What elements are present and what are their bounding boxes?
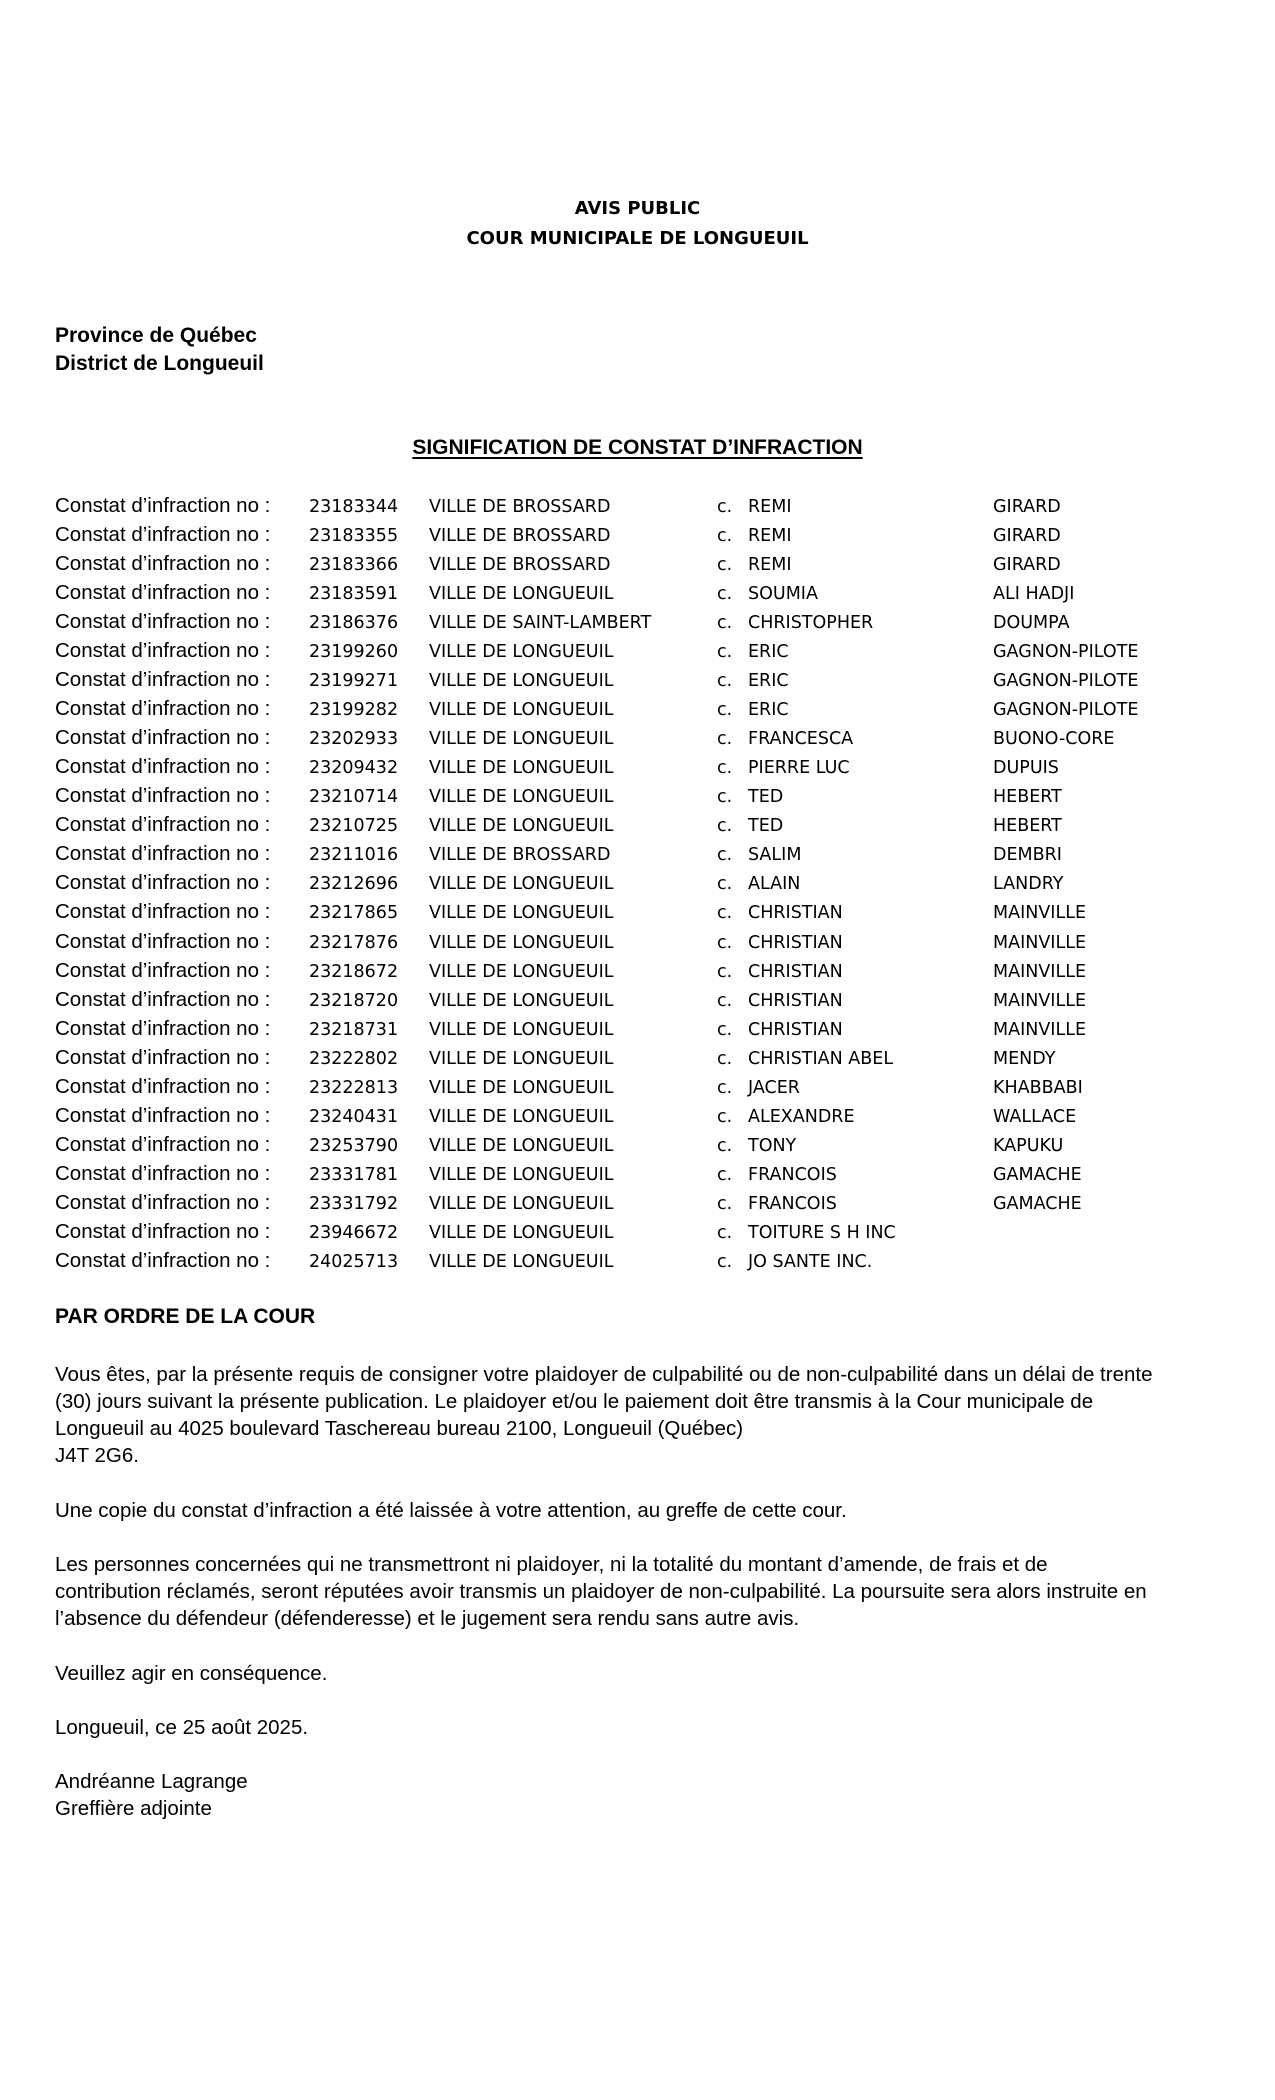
order-heading: PAR ORDRE DE LA COUR [55,1305,316,1328]
defendant-first-name: JACER [748,1078,800,1098]
infraction-number: 23199282 [309,700,399,720]
infraction-row [0,1249,1275,1278]
prosecuting-city: VILLE DE LONGUEUIL [429,1049,614,1069]
defendant-first-name: CHRISTIAN ABEL [748,1049,894,1069]
prosecuting-city: VILLE DE LONGUEUIL [429,787,614,807]
defendant-first-name: TED [748,816,784,836]
paragraph-line: (30) jours suivant la présente publication. Le plaidoyer et/ou le paiement doit être transmis à la Cour municipale de [55,1390,1094,1413]
infraction-row [0,1017,1275,1046]
defendant-last-name: GIRARD [993,497,1061,517]
prosecuting-city: VILLE DE LONGUEUIL [429,1136,614,1156]
infraction-label: Constat d’infraction no : [55,930,271,953]
infraction-row [0,639,1275,668]
notice-title: AVIS PUBLIC [574,198,701,219]
defendant-first-name: CHRISTIAN [748,933,843,953]
infraction-row [0,988,1275,1017]
defendant-last-name: GAGNON-PILOTE [993,671,1139,691]
paragraph-consequences [55,1551,1225,1632]
defendant-last-name: MAINVILLE [993,962,1087,982]
defendant-first-name: SOUMIA [748,584,818,604]
infraction-number: 23212696 [309,874,399,894]
infraction-number: 23331781 [309,1165,399,1185]
defendant-last-name: DUPUIS [993,758,1059,778]
defendant-first-name: REMI [748,526,792,546]
versus-marker: c. [717,962,733,982]
infraction-label: Constat d’infraction no : [55,1162,271,1185]
infraction-label: Constat d’infraction no : [55,523,271,546]
infraction-row [0,581,1275,610]
defendant-first-name: SALIM [748,845,802,865]
signatory-role: Greffière adjointe [55,1797,212,1820]
prosecuting-city: VILLE DE LONGUEUIL [429,1252,614,1272]
defendant-last-name: MAINVILLE [993,933,1087,953]
infraction-label: Constat d’infraction no : [55,668,271,691]
versus-marker: c. [717,642,733,662]
versus-marker: c. [717,1049,733,1069]
versus-marker: c. [717,555,733,575]
infraction-label: Constat d’infraction no : [55,813,271,836]
infraction-row [0,523,1275,552]
prosecuting-city: VILLE DE LONGUEUIL [429,1107,614,1127]
infraction-row [0,930,1275,959]
versus-marker: c. [717,1223,733,1243]
infraction-label: Constat d’infraction no : [55,784,271,807]
versus-marker: c. [717,584,733,604]
paragraph-line: l’absence du défendeur (défenderesse) et le jugement sera rendu sans autre avis. [55,1607,800,1630]
paragraph-line: Vous êtes, par la présente requis de consigner votre plaidoyer de culpabilité ou de non-culpabilité dans un délai de trente [55,1363,1153,1386]
versus-marker: c. [717,787,733,807]
versus-marker: c. [717,1194,733,1214]
prosecuting-city: VILLE DE BROSSARD [429,526,611,546]
paragraph-line: Longueuil, ce 25 août 2025. [55,1716,309,1739]
defendant-first-name: ERIC [748,671,789,691]
infraction-row [0,900,1275,929]
infraction-label: Constat d’infraction no : [55,755,271,778]
versus-marker: c. [717,497,733,517]
versus-marker: c. [717,874,733,894]
defendant-first-name: PIERRE LUC [748,758,850,778]
defendant-last-name: GAMACHE [993,1165,1082,1185]
infraction-row [0,1162,1275,1191]
versus-marker: c. [717,1107,733,1127]
infraction-number: 23209432 [309,758,399,778]
infraction-row [0,871,1275,900]
versus-marker: c. [717,1078,733,1098]
infraction-number: 23183591 [309,584,399,604]
prosecuting-city: VILLE DE BROSSARD [429,845,611,865]
infraction-row [0,1191,1275,1220]
infraction-number: 23222813 [309,1078,399,1098]
defendant-last-name: KHABBABI [993,1078,1083,1098]
infraction-row [0,726,1275,755]
infraction-number: 23183366 [309,555,399,575]
signatory-name: Andréanne Lagrange [55,1770,248,1793]
paragraph-plea-instructions [55,1361,1225,1469]
prosecuting-city: VILLE DE LONGUEUIL [429,962,614,982]
infraction-row [0,1220,1275,1249]
prosecuting-city: VILLE DE LONGUEUIL [429,816,614,836]
defendant-first-name: TOITURE S H INC [748,1223,896,1243]
infraction-number: 24025713 [309,1252,399,1272]
infraction-label: Constat d’infraction no : [55,900,271,923]
versus-marker: c. [717,700,733,720]
defendant-first-name: ERIC [748,700,789,720]
paragraph-line: Veuillez agir en conséquence. [55,1662,328,1685]
infraction-label: Constat d’infraction no : [55,552,271,575]
prosecuting-city: VILLE DE LONGUEUIL [429,991,614,1011]
prosecuting-city: VILLE DE LONGUEUIL [429,642,614,662]
infraction-label: Constat d’infraction no : [55,1075,271,1098]
prosecuting-city: VILLE DE LONGUEUIL [429,584,614,604]
infraction-label: Constat d’infraction no : [55,1104,271,1127]
province-line: Province de Québec [55,324,257,347]
defendant-first-name: CHRISTIAN [748,1020,843,1040]
infraction-number: 23217865 [309,903,399,923]
infraction-row [0,697,1275,726]
defendant-first-name: FRANCOIS [748,1165,837,1185]
infraction-row [0,959,1275,988]
defendant-last-name: HEBERT [993,787,1062,807]
defendant-last-name: KAPUKU [993,1136,1064,1156]
paragraph-line: Les personnes concernées qui ne transmettront ni plaidoyer, ni la totalité du montant d’amende, de frais et de [55,1553,1048,1576]
defendant-last-name: GAGNON-PILOTE [993,700,1139,720]
infraction-number: 23240431 [309,1107,399,1127]
defendant-first-name: ERIC [748,642,789,662]
defendant-first-name: REMI [748,555,792,575]
defendant-last-name: MENDY [993,1049,1056,1069]
defendant-last-name: BUONO-CORE [993,729,1115,749]
defendant-last-name: MAINVILLE [993,991,1087,1011]
infraction-label: Constat d’infraction no : [55,581,271,604]
versus-marker: c. [717,1252,733,1272]
prosecuting-city: VILLE DE LONGUEUIL [429,1078,614,1098]
infraction-number: 23183344 [309,497,399,517]
infraction-number: 23183355 [309,526,399,546]
prosecuting-city: VILLE DE BROSSARD [429,555,611,575]
infraction-number: 23202933 [309,729,399,749]
versus-marker: c. [717,1020,733,1040]
defendant-last-name: GAMACHE [993,1194,1082,1214]
versus-marker: c. [717,729,733,749]
paragraph-line: contribution réclamés, seront réputées avoir transmis un plaidoyer de non-culpabilité. La poursuite sera alors instruite en [55,1580,1147,1603]
versus-marker: c. [717,845,733,865]
infraction-number: 23331792 [309,1194,399,1214]
infraction-label: Constat d’infraction no : [55,1191,271,1214]
paragraph-line: Une copie du constat d’infraction a été laissée à votre attention, au greffe de cette cour. [55,1499,847,1522]
infraction-label: Constat d’infraction no : [55,639,271,662]
prosecuting-city: VILLE DE LONGUEUIL [429,671,614,691]
infraction-row [0,1046,1275,1075]
infraction-row [0,813,1275,842]
infraction-label: Constat d’infraction no : [55,842,271,865]
defendant-first-name: ALAIN [748,874,801,894]
infraction-row [0,1104,1275,1133]
prosecuting-city: VILLE DE LONGUEUIL [429,933,614,953]
defendant-first-name: JO SANTE INC. [748,1252,873,1272]
defendant-last-name: GIRARD [993,526,1061,546]
infraction-label: Constat d’infraction no : [55,1133,271,1156]
versus-marker: c. [717,816,733,836]
infraction-number: 23210725 [309,816,399,836]
paragraph-line: J4T 2G6. [55,1444,139,1467]
district-line: District de Longueuil [55,352,264,375]
infraction-row [0,1075,1275,1104]
date-line [55,1714,1225,1741]
infraction-number: 23218720 [309,991,399,1011]
defendant-last-name: MAINVILLE [993,903,1087,923]
defendant-last-name: DEMBRI [993,845,1062,865]
infraction-number: 23218672 [309,962,399,982]
infraction-label: Constat d’infraction no : [55,988,271,1011]
defendant-first-name: CHRISTIAN [748,903,843,923]
defendant-first-name: REMI [748,497,792,517]
infraction-number: 23222802 [309,1049,399,1069]
infraction-label: Constat d’infraction no : [55,1249,271,1272]
defendant-last-name: HEBERT [993,816,1062,836]
paragraph-line: Longueuil au 4025 boulevard Taschereau bureau 2100, Longueuil (Québec) [55,1417,744,1440]
infraction-row [0,494,1275,523]
versus-marker: c. [717,671,733,691]
infraction-number: 23946672 [309,1223,399,1243]
versus-marker: c. [717,933,733,953]
infraction-label: Constat d’infraction no : [55,494,271,517]
defendant-last-name: ALI HADJI [993,584,1075,604]
prosecuting-city: VILLE DE LONGUEUIL [429,874,614,894]
prosecuting-city: VILLE DE SAINT-LAMBERT [429,613,652,633]
defendant-first-name: FRANCESCA [748,729,854,749]
prosecuting-city: VILLE DE LONGUEUIL [429,729,614,749]
versus-marker: c. [717,613,733,633]
infraction-number: 23210714 [309,787,399,807]
infraction-label: Constat d’infraction no : [55,1046,271,1069]
defendant-last-name: WALLACE [993,1107,1077,1127]
infraction-label: Constat d’infraction no : [55,959,271,982]
versus-marker: c. [717,526,733,546]
versus-marker: c. [717,991,733,1011]
defendant-first-name: ALEXANDRE [748,1107,855,1127]
defendant-last-name: DOUMPA [993,613,1070,633]
infraction-number: 23199260 [309,642,399,662]
prosecuting-city: VILLE DE LONGUEUIL [429,1223,614,1243]
defendant-first-name: TONY [748,1136,797,1156]
versus-marker: c. [717,903,733,923]
infraction-number: 23186376 [309,613,399,633]
defendant-first-name: TED [748,787,784,807]
section-title-text: SIGNIFICATION DE CONSTAT D’INFRACTION [412,436,863,459]
versus-marker: c. [717,1165,733,1185]
infraction-row [0,610,1275,639]
defendant-last-name: LANDRY [993,874,1064,894]
defendant-last-name: GIRARD [993,555,1061,575]
infraction-label: Constat d’infraction no : [55,697,271,720]
versus-marker: c. [717,758,733,778]
infraction-label: Constat d’infraction no : [55,1017,271,1040]
defendant-last-name: GAGNON-PILOTE [993,642,1139,662]
paragraph-act-accordingly [55,1660,1225,1687]
infraction-row [0,842,1275,871]
infraction-row [0,755,1275,784]
prosecuting-city: VILLE DE LONGUEUIL [429,700,614,720]
prosecuting-city: VILLE DE LONGUEUIL [429,1165,614,1185]
infraction-number: 23217876 [309,933,399,953]
infraction-number: 23199271 [309,671,399,691]
infraction-label: Constat d’infraction no : [55,610,271,633]
defendant-first-name: CHRISTOPHER [748,613,874,633]
prosecuting-city: VILLE DE LONGUEUIL [429,1020,614,1040]
infraction-row [0,1133,1275,1162]
defendant-first-name: CHRISTIAN [748,991,843,1011]
infraction-label: Constat d’infraction no : [55,871,271,894]
paragraph-copy-left [55,1497,1225,1524]
prosecuting-city: VILLE DE LONGUEUIL [429,903,614,923]
section-title [0,436,1275,460]
defendant-first-name: FRANCOIS [748,1194,837,1214]
prosecuting-city: VILLE DE LONGUEUIL [429,758,614,778]
infraction-row [0,668,1275,697]
infraction-number: 23253790 [309,1136,399,1156]
infraction-row [0,784,1275,813]
signature-block [55,1768,1225,1822]
versus-marker: c. [717,1136,733,1156]
defendant-last-name: MAINVILLE [993,1020,1087,1040]
court-name: COUR MUNICIPALE DE LONGUEUIL [466,228,809,249]
infraction-number: 23211016 [309,845,399,865]
infraction-row [0,552,1275,581]
infraction-label: Constat d’infraction no : [55,1220,271,1243]
defendant-first-name: CHRISTIAN [748,962,843,982]
prosecuting-city: VILLE DE LONGUEUIL [429,1194,614,1214]
infraction-label: Constat d’infraction no : [55,726,271,749]
infraction-number: 23218731 [309,1020,399,1040]
prosecuting-city: VILLE DE BROSSARD [429,497,611,517]
